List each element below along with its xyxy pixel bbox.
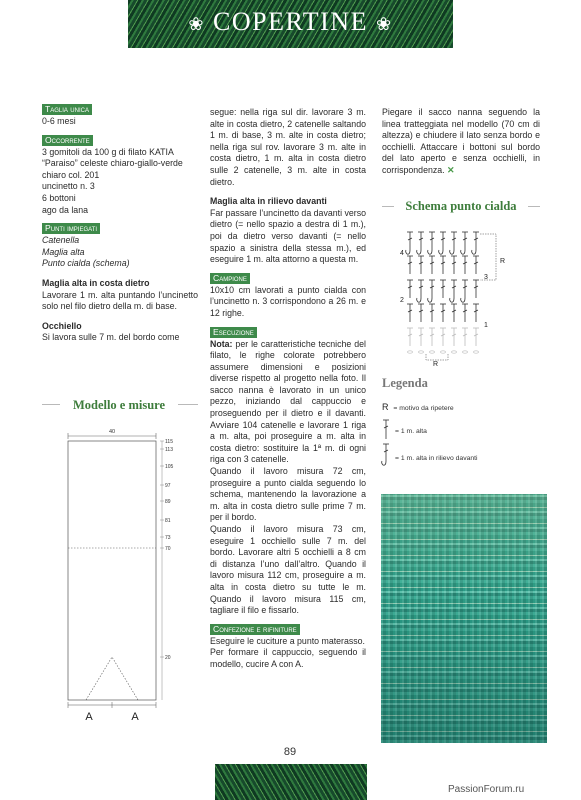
chain-stitch-symbol: [441, 351, 446, 353]
execution-tag: Esecuzione: [210, 327, 257, 338]
double-crochet-symbol: [429, 304, 435, 322]
page-title: [128, 7, 453, 37]
relief-text: Far passare l’uncinetto da davanti verso dietro (= nello spazio a destra di 1 m.), poi da dietro verso davanti (= nello spazio a sinistra della stessa m.), ed eseguire 1 m. alta attorno a questa m.: [210, 207, 366, 265]
double-crochet-symbol: [407, 280, 413, 298]
footer-banner: [215, 764, 367, 800]
double-crochet-symbol: [440, 280, 446, 298]
relief-stitch-symbol: [417, 280, 424, 302]
chain-stitch-symbol: [474, 351, 479, 353]
double-crochet-symbol: [462, 328, 468, 346]
divider: [42, 404, 60, 405]
gauge-tag: Campione: [210, 273, 250, 284]
double-crochet-symbol: [440, 304, 446, 322]
measure-label: 73: [165, 535, 171, 541]
divider: [382, 206, 394, 207]
double-crochet-symbol: [418, 328, 424, 346]
double-crochet-symbol: [473, 256, 479, 274]
divider: [178, 404, 198, 405]
relief-stitch-symbol: [428, 232, 435, 254]
row-number: 4: [400, 250, 404, 257]
stitches-tag: Punti impiegati: [42, 223, 100, 234]
materials-item: 6 bottoni: [42, 192, 76, 203]
legend-relief-text: = 1 m. alta in rilievo davanti: [395, 455, 478, 462]
eyelet-title: Occhiello: [42, 320, 82, 331]
blanket-outline: [68, 441, 156, 700]
finishing-text: Eseguire le cuciture a punto materasso.: [210, 635, 366, 646]
measure-label: 89: [165, 499, 171, 505]
relief-stitch-symbol: [406, 232, 413, 254]
relief-stitch-symbol: [461, 280, 468, 302]
execution-text: Quando il lavoro misura 73 cm, eseguire 1 occhiello sulle 7 m. del bordo. Lavorare altri 5 occhielli a 8 cm di distanza l’uno dall’altro. Quando il lavoro misura 112 cm, proseguire a m. alta in costa dietro su tutte le m. Quando il lavoro misura 115 cm, tagliare il filo e fissarlo.: [210, 524, 366, 616]
relief-stitch-symbol: [461, 232, 468, 254]
relief-stitch-symbol-icon: [381, 442, 391, 468]
double-crochet-symbol-icon: [381, 418, 391, 440]
divider: [528, 206, 540, 207]
double-crochet-symbol: [473, 304, 479, 322]
relief-stitch-symbol: [472, 232, 479, 254]
stitch-item: Catenella: [42, 235, 80, 246]
relief-stitch-symbol: [439, 232, 446, 254]
width-label: 40: [108, 429, 116, 435]
relief-stitch-symbol: [450, 280, 457, 302]
finishing-text: Per formare il cappuccio, seguendo il modello, cucire A con A.: [210, 647, 366, 669]
double-crochet-symbol: [407, 304, 413, 322]
eyelet-continued-text: segue: nella riga sul dir. lavorare 3 m. alte in costa dietro, 2 catenelle saltando 1 m. di base, 3 m. alte in costa dietro; nella riga sul rov. lavorare 3 m. alte in costa dietro, 1 m. alta in costa dietro sulle 2 catenelle, 3 m. alte in costa dietro.: [210, 107, 366, 187]
schematic-title: Modello e misure: [72, 398, 166, 412]
measure-label: 115: [165, 439, 173, 445]
header-banner: [128, 0, 453, 48]
double-crochet-symbol: [429, 328, 435, 346]
page-title-text: COPERTINE: [213, 7, 368, 36]
execution-text: Nota: per le caratteristiche tecniche del filato, le righe colorate potrebbero assumere dimensioni e posizioni diverse rispetto al progetto nella foto. Il sacco nanna è lavorato in un unico pezzo, iniziando dal cappuccio e proseguendo per il dietro e il davanti. Avviare 104 catenelle e lavorare 1 riga a m. alta, poi proseguire a m. alta in costa dietro: sostituire la 1ª m. di ogni riga con 3 catenelle.: [210, 338, 366, 465]
seam-a-label: A: [131, 711, 139, 723]
repeat-symbol: R: [382, 402, 389, 412]
double-crochet-symbol: [418, 304, 424, 322]
watermark: PassionForum.ru: [448, 784, 525, 795]
double-crochet-symbol: [407, 328, 413, 346]
right-column: [382, 107, 540, 177]
legend-row-repeat: R = motivo da ripetere: [382, 402, 454, 412]
size-value: 0-6 mesi: [42, 116, 76, 126]
repeat-label: R: [433, 361, 439, 368]
materials-tag: Occorrente: [42, 135, 93, 146]
middle-column: [210, 107, 366, 671]
finishing-tag: Confezione e rifiniture: [210, 624, 300, 635]
measure-label: 20: [165, 655, 171, 661]
materials-item: 3 gomitoli da 100 g di filato KATIA “Paraiso” celeste chiaro-giallo-verde chiaro col. 201: [42, 146, 183, 180]
measure-label: 70: [165, 546, 171, 552]
relief-title: Maglia alta in rilievo davanti: [210, 196, 327, 207]
chain-stitch-symbol: [419, 351, 424, 353]
row-number: 2: [400, 297, 404, 304]
waffle-stitch-photo: [381, 494, 547, 743]
chain-stitch-symbol: [408, 351, 413, 353]
back-loop-text: Lavorare 1 m. alta puntando l’uncinetto solo nel filo dietro della m. di base.: [42, 289, 198, 312]
relief-stitch-symbol: [417, 232, 424, 254]
seam-a-label: A: [85, 711, 93, 723]
double-crochet-symbol: [473, 328, 479, 346]
double-crochet-symbol: [440, 328, 446, 346]
gauge-text: 10x10 cm lavorati a punto cialda con l’uncinetto n. 3 corrispondono a 26 m. e 12 righe.: [210, 284, 366, 318]
flower-ornament-icon: ❀: [375, 14, 393, 34]
back-loop-title: Maglia alta in costa dietro: [42, 277, 150, 288]
eyelet-text: Si lavora sulle 7 m. del bordo come: [42, 332, 180, 343]
relief-stitch-symbol: [450, 232, 457, 254]
closing-text: Piegare il sacco nanna seguendo la linea tratteggiata nel modello (70 cm di altezza) e chiudere il lato senza bordo e occhielli. Attaccare i bottoni sul bordo del lato aperto e senza occhielli, in corrispondenza. ✕: [382, 107, 540, 175]
note-label: Nota:: [210, 338, 233, 349]
double-crochet-symbol: [451, 328, 457, 346]
double-crochet-symbol: [440, 256, 446, 274]
double-crochet-symbol: [462, 304, 468, 322]
size-tag: Taglia unica: [42, 104, 92, 115]
measure-label: 81: [165, 518, 171, 524]
legend-dc-text: = 1 m. alta: [395, 428, 427, 435]
double-crochet-symbol: [451, 256, 457, 274]
left-column: [42, 104, 198, 344]
page-number: 89: [283, 746, 297, 758]
execution-text: Quando il lavoro misura 72 cm, proseguire a punto cialda seguendo lo schema, mantenendo la lavorazione a m. alta in costa dietro sulle prime 7 m. per il bordo.: [210, 466, 366, 523]
relief-stitch-symbol: [428, 280, 435, 302]
materials-item: ago da lana: [42, 204, 88, 215]
chain-stitch-symbol: [430, 351, 435, 353]
waffle-stitch-chart: [396, 228, 524, 370]
measure-label: 113: [165, 447, 173, 453]
stitch-item: Maglia alta: [42, 246, 85, 257]
repeat-label: R: [500, 258, 506, 265]
stitch-item: Punto cialda (schema): [42, 258, 130, 269]
end-mark-icon: ✕: [447, 164, 455, 175]
chain-stitch-symbol: [452, 351, 457, 353]
double-crochet-symbol: [462, 256, 468, 274]
double-crochet-symbol: [418, 256, 424, 274]
schematic-drawing: [52, 422, 188, 727]
double-crochet-symbol: [407, 256, 413, 274]
measure-label: 105: [165, 464, 174, 470]
row-number: 3: [484, 274, 488, 281]
legend-title: Legenda: [382, 376, 428, 390]
chain-stitch-symbol: [463, 351, 468, 353]
double-crochet-symbol: [473, 280, 479, 298]
double-crochet-symbol: [429, 256, 435, 274]
double-crochet-symbol: [451, 304, 457, 322]
row-number: 1: [484, 322, 488, 329]
chart-title: Schema punto cialda: [405, 199, 517, 213]
hood-triangle: [86, 657, 138, 700]
flower-ornament-icon: ❀: [188, 14, 206, 34]
measure-label: 97: [165, 483, 171, 489]
materials-item: uncinetto n. 3: [42, 181, 95, 192]
